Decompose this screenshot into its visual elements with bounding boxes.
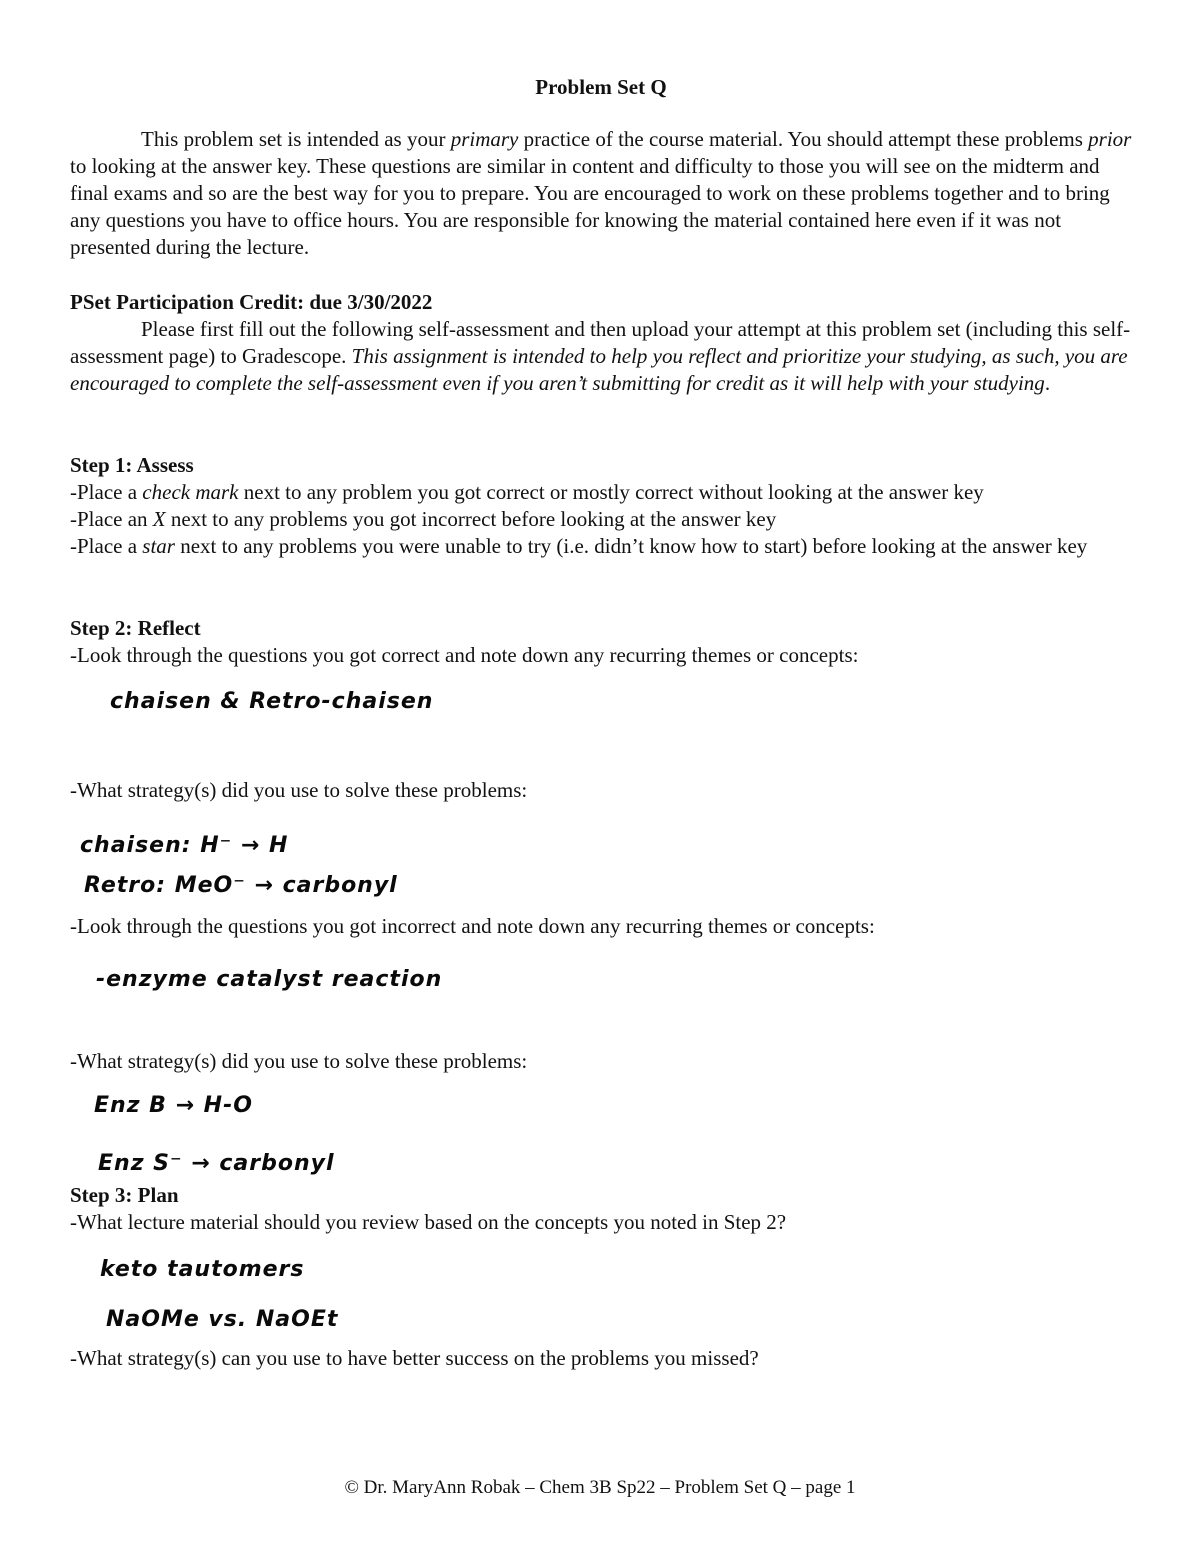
handwritten-answer-review-1: keto tautomers: [100, 1257, 305, 1282]
handwritten-answer-incorrect-strategy-1: Enz B → H-O: [94, 1093, 253, 1118]
document-title: Problem Set Q: [535, 75, 667, 99]
participation-heading: PSet Participation Credit: due 3/30/2022: [70, 290, 433, 314]
participation-paragraph: Please first fill out the following self-assessment and then upload your attempt at this problem set (including this self-assessment page) to Gradescope. This assignment is intended to help you reflect and prioritize your studying, as such, you are encouraged to complete the self-assessment even if you aren’t submitting for credit as it will help with your studying.: [70, 317, 1131, 395]
step2-question-correct-themes: -Look through the questions you got correct and note down any recurring themes or concepts:: [70, 643, 859, 667]
handwritten-answer-incorrect-themes: -enzyme catalyst reaction: [96, 967, 443, 992]
step1-x-line: -Place an X next to any problems you got incorrect before looking at the answer key: [70, 507, 777, 531]
step1-check-line: -Place a check mark next to any problem you got correct or mostly correct without looking at the answer key: [70, 480, 984, 504]
handwritten-answer-correct-strategy-1: chaisen: H⁻ → H: [80, 833, 289, 858]
handwritten-answer-review-2: NaOMe vs. NaOEt: [106, 1307, 339, 1332]
step2-question-incorrect-strategy: -What strategy(s) did you use to solve these problems:: [70, 1049, 528, 1073]
handwritten-answer-correct-themes: chaisen & Retro-chaisen: [110, 689, 434, 714]
step2-question-incorrect-themes: -Look through the questions you got incorrect and note down any recurring themes or concepts:: [70, 914, 875, 938]
step3-heading: Step 3: Plan: [70, 1183, 179, 1207]
intro-paragraph: This problem set is intended as your primary practice of the course material. You should attempt these problems prior to looking at the answer key. These questions are similar in content and difficulty to those you will see on the midterm and final exams and so are the best way for you to prepare. You are encouraged to work on these problems together and to bring any questions you have to office hours. You are responsible for knowing the material contained here even if it was not presented during the lecture.: [70, 127, 1132, 259]
step1-star-line: -Place a star next to any problems you were unable to try (i.e. didn’t know how to start) before looking at the answer key: [70, 534, 1088, 558]
step2-heading: Step 2: Reflect: [70, 616, 201, 640]
step2-question-correct-strategy: -What strategy(s) did you use to solve these problems:: [70, 778, 528, 802]
handwritten-answer-correct-strategy-2: Retro: MeO⁻ → carbonyl: [84, 873, 398, 898]
page-footer: © Dr. MaryAnn Robak – Chem 3B Sp22 – Problem Set Q – page 1: [344, 1477, 856, 1498]
step1-heading: Step 1: Assess: [70, 453, 194, 477]
step3-question-strategy: -What strategy(s) can you use to have better success on the problems you missed?: [70, 1346, 759, 1370]
step3-question-review: -What lecture material should you review based on the concepts you noted in Step 2?: [70, 1210, 787, 1234]
handwritten-answer-incorrect-strategy-2: Enz S⁻ → carbonyl: [98, 1151, 335, 1176]
